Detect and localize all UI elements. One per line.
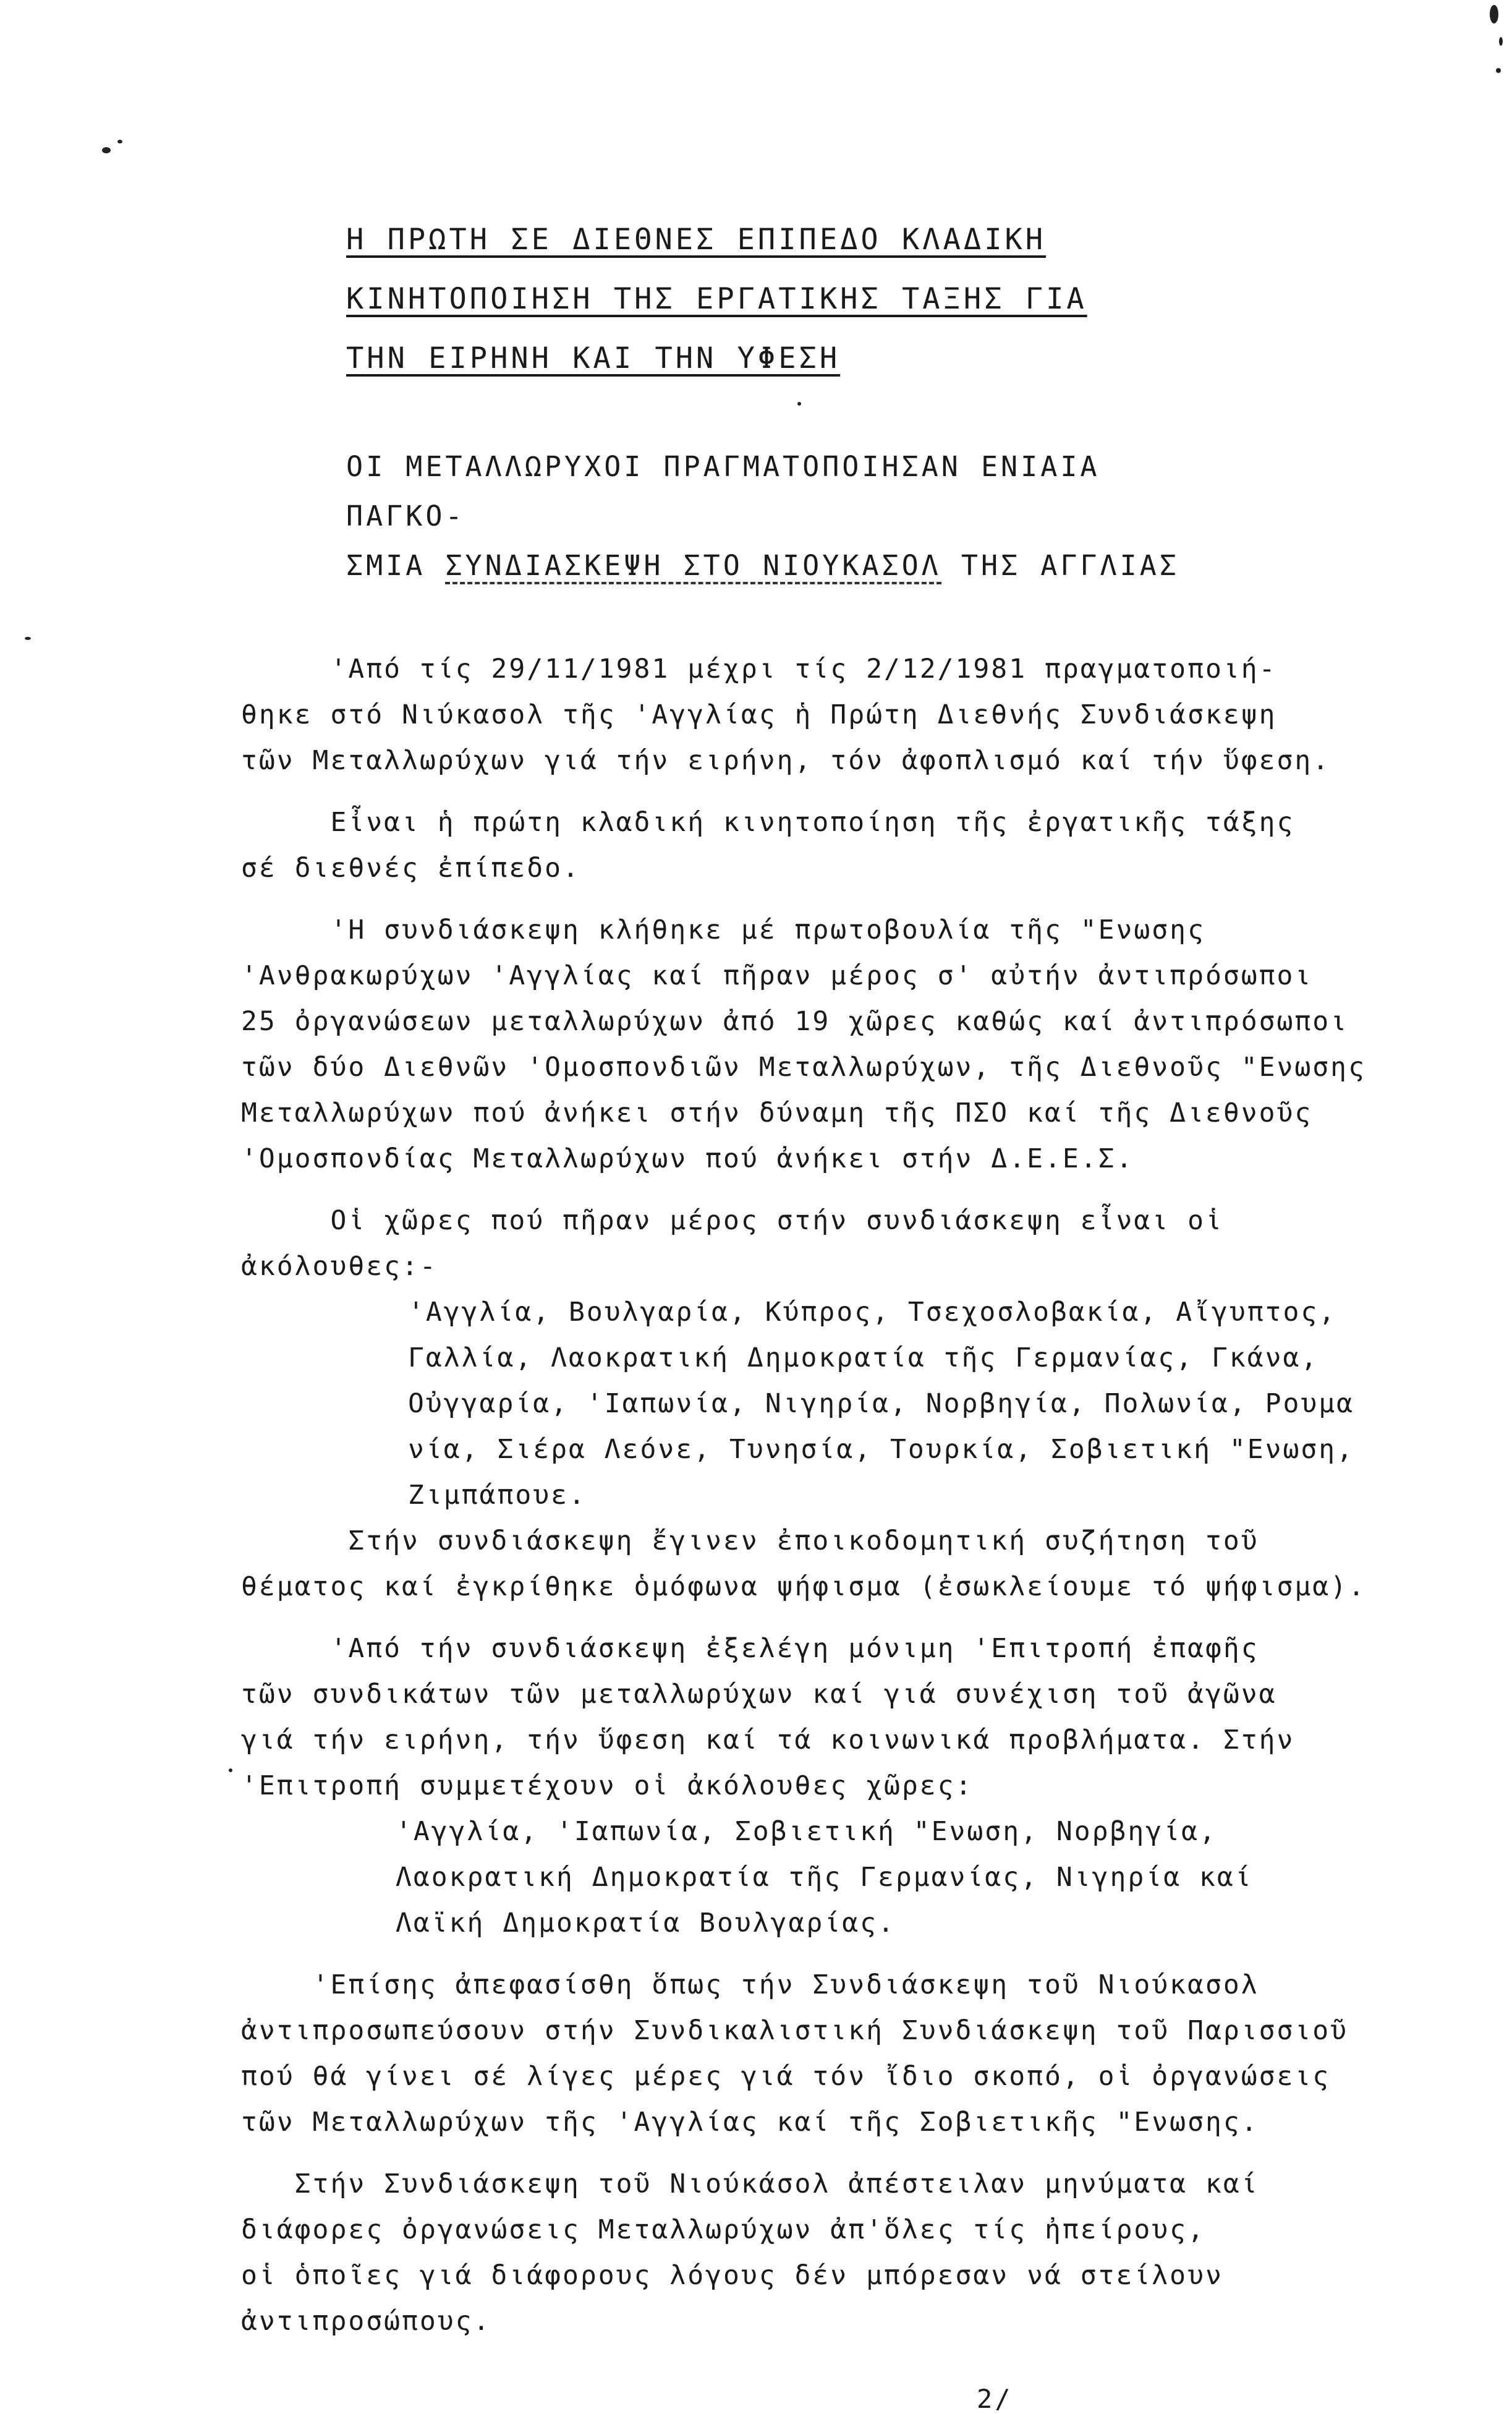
text-line: Μεταλλωρύχων πού ἀνήκει στήν δύναμη τῆς ΠΣΟ καί τῆς Διεθνοῦς — [241, 1098, 1313, 1128]
title-line-3: ΤΗΝ ΕΙΡΗΝΗ ΚΑΙ ΤΗΝ ΥΦΕΣΗ — [346, 341, 841, 375]
subtitle-dashed-underline: ΣΥΝΔΙΑΣΚΕΨΗ ΣΤΟ ΝΙΟΥΚΑΣΟΛ — [445, 549, 941, 584]
page-number-mark: 2/ — [977, 2384, 1013, 2414]
text-line: Στήν Συνδιάσκεψη τοῦ Νιούκάσολ ἀπέστειλαν μηνύματα καί — [241, 2169, 1259, 2199]
list-line: Ζιμπάπουε. — [408, 1480, 587, 1511]
title-line-1: Η ΠΡΩΤΗ ΣΕ ΔΙΕΘΝΕΣ ΕΠΙΠΕΔΟ ΚΛΑΔΙΚΗ — [346, 223, 1047, 257]
subtitle-suffix: ΤΗΣ ΑΓΓΛΙΑΣ — [941, 549, 1179, 582]
title-line-2: ΚΙΝΗΤΟΠΟΙΗΣΗ ΤΗΣ ΕΡΓΑΤΙΚΗΣ ΤΑΞΗΣ ΓΙΑ — [346, 282, 1087, 316]
text-line: 'Η συνδιάσκεψη κλήθηκε μέ πρωτοβουλία τῆς "Ενωσης — [241, 915, 1205, 945]
text-line: 'Επίσης ἀπεφασίσθη ὅπως τήν Συνδιάσκεψη τοῦ Νιούκασολ — [241, 1969, 1259, 2000]
text-line: τῶν συνδικάτων τῶν μεταλλωρύχων καί γιά συνέχιση τοῦ ἀγῶνα — [241, 1679, 1277, 1710]
text-line: τῶν Μεταλλωρύχων γιά τήν ειρήνη, τόν ἀφοπλισμό καί τήν ὕφεση. — [241, 745, 1331, 776]
subtitle-line-1: ΟΙ ΜΕΤΑΛΛΩΡΥΧΟΙ ΠΡΑΓΜΑΤΟΠΟΙΗΣΑΝ ΕΝΙΑΙΑ ΠΑΓΚΟ- — [346, 450, 1100, 532]
paragraph-8 — [241, 2161, 1446, 2344]
text-line: διάφορες ὀργανώσεις Μεταλλωρύχων ἀπ'ὅλες τίς ἠπείρους, — [241, 2214, 1205, 2245]
text-line: πού θά γίνει σέ λίγες μέρες γιά τόν ἴδιο σκοπό, οἱ ὀργανώσεις — [241, 2061, 1331, 2092]
text-line: 'Επιτροπή συμμετέχουν οἱ ἀκόλουθες χῶρες: — [241, 1770, 974, 1801]
text-line: ἀκόλουθες:- — [241, 1251, 438, 1282]
scan-speck — [102, 147, 111, 153]
text-line: ἀντιπροσωπεύσουν στήν Συνδικαλιστική Συνδιάσκεψη τοῦ Παρισσιοῦ — [241, 2015, 1349, 2046]
scan-speck — [25, 637, 31, 640]
text-line: γιά τήν ειρήνη, τήν ὕφεση καί τά κοινωνικά προβλήματα. Στήν — [241, 1725, 1295, 1755]
paragraph-5 — [241, 1518, 1446, 1610]
text-line: τῶν δύο Διεθνῶν 'Ομοσπονδιῶν Μεταλλωρύχων, τῆς Διεθνοῦς "Ενωσης — [241, 1052, 1366, 1083]
text-line: Οἱ χῶρες πού πῆραν μέρος στήν συνδιάσκεψη εἶναι οἱ — [241, 1205, 1223, 1236]
text-line: σέ διεθνές ἐπίπεδο. — [241, 853, 580, 884]
text-line: θέματος καί ἐγκρίθηκε ὁμόφωνα ψήφισμα (ἐσωκλείουμε τό ψήφισμα). — [241, 1571, 1366, 1602]
document-subtitle — [346, 442, 1212, 591]
paragraph-2 — [241, 800, 1446, 891]
text-line: θηκε στό Νιύκασολ τῆς 'Αγγλίας ἡ Πρώτη Διεθνής Συνδιάσκεψη — [241, 699, 1277, 730]
text-line: 'Ομοσπονδίας Μεταλλωρύχων πού ἀνήκει στήν Δ.Ε.Ε.Σ. — [241, 1143, 1134, 1174]
list-line: Οὐγγαρία, 'Ιαπωνία, Νιγηρία, Νορβηγία, Πολωνία, Ρουμα — [408, 1388, 1355, 1419]
scan-speck — [1490, 5, 1498, 23]
scan-speck — [797, 402, 801, 406]
subtitle-line-2 — [346, 541, 1212, 591]
list-line: νία, Σιέρα Λεόνε, Τυνησία, Τουρκία, Σοβιετική "Ενωση, — [408, 1434, 1355, 1465]
scan-speck — [1496, 68, 1501, 73]
text-line: 'Από τίς 29/11/1981 μέχρι τίς 2/12/1981 πραγματοποιή- — [241, 654, 1277, 685]
text-line: 'Από τήν συνδιάσκεψη ἐξελέγη μόνιμη 'Επιτροπή ἐπαφῆς — [241, 1633, 1259, 1664]
text-line: Εἶναι ἡ πρώτη κλαδική κινητοποίηση τῆς ἐργατικῆς τάξης — [241, 807, 1295, 838]
paragraph-3 — [241, 907, 1446, 1182]
list-line: 'Αγγλία, Βουλγαρία, Κύπρος, Τσεχοσλοβακία, Αἴγυπτος, — [408, 1297, 1337, 1328]
text-line: Στήν συνδιάσκεψη ἔγινεν ἐποικοδομητική συζήτηση τοῦ — [241, 1525, 1259, 1556]
paragraph-7 — [241, 1962, 1446, 2145]
scan-speck — [229, 1768, 232, 1772]
paragraph-6 — [241, 1626, 1446, 1809]
participating-countries-list — [408, 1289, 1446, 1518]
scan-speck — [117, 140, 122, 143]
document-body — [241, 646, 1446, 2360]
text-line: 'Ανθρακωρύχων 'Αγγλίας καί πῆραν μέρος σ' αὐτήν ἀντιπρόσωποι — [241, 960, 1313, 991]
subtitle-prefix: ΣΜΙΑ — [346, 549, 446, 582]
committee-countries-list — [396, 1809, 1446, 1946]
list-line: Γαλλία, Λαοκρατική Δημοκρατία τῆς Γερμανίας, Γκάνα, — [408, 1342, 1319, 1373]
document-title — [346, 210, 1150, 388]
paragraph-4 — [241, 1198, 1446, 1289]
text-line: τῶν Μεταλλωρύχων τῆς 'Αγγλίας καί τῆς Σοβιετικῆς "Ενωσης. — [241, 2107, 1259, 2138]
text-line: οἱ ὁποῖες γιά διάφορους λόγους δέν μπόρεσαν νά στείλουν — [241, 2260, 1223, 2291]
list-line: 'Αγγλία, 'Ιαπωνία, Σοβιετική "Ενωση, Νορβηγία, — [396, 1816, 1217, 1847]
list-line: Λαϊκή Δημοκρατία Βουλγαρίας. — [396, 1908, 896, 1938]
paragraph-1 — [241, 646, 1446, 783]
scan-speck — [1499, 37, 1503, 46]
list-line: Λαοκρατική Δημοκρατία τῆς Γερμανίας, Νιγηρία καί — [396, 1862, 1253, 1893]
text-line: ἀντιπροσώπους. — [241, 2306, 491, 2337]
text-line: 25 ὀργανώσεων μεταλλωρύχων ἀπό 19 χῶρες καθώς καί ἀντιπρόσωποι — [241, 1006, 1349, 1037]
